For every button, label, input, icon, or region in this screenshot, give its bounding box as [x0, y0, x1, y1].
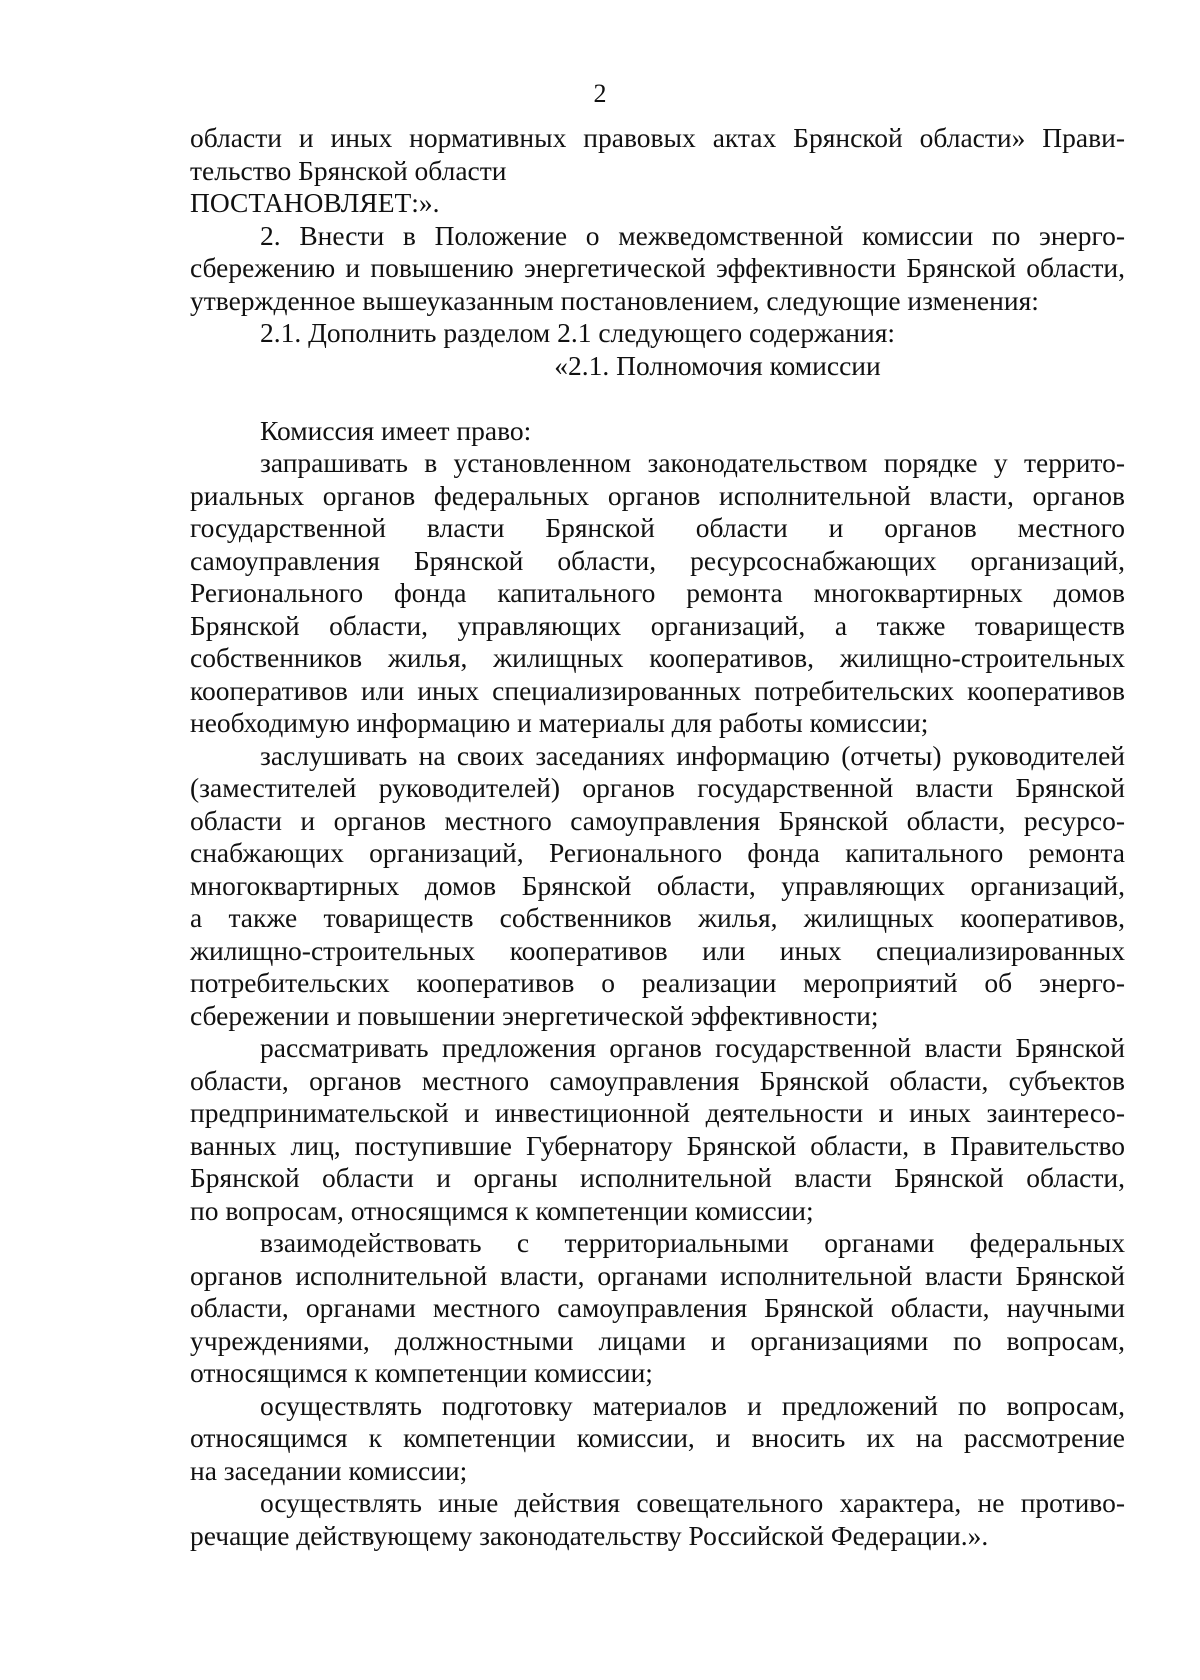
text-line: (заместителей руководителей) органов государственной власти Брянской	[190, 772, 1125, 803]
text-line: Брянской области, управляющих организаций, а также товариществ	[190, 609, 1125, 641]
text-line: области, органами местного самоуправления Брянской области, научными	[190, 1292, 1125, 1323]
text-line: государственной власти Брянской области и органов местного	[190, 512, 1125, 543]
text-line: заслушивать на своих заседаниях информацию (отчеты) руководителей	[260, 739, 1125, 771]
text-line: 2.1. Дополнить разделом 2.1 следующего содержания:	[260, 317, 896, 348]
text-line: «2.1. Полномочия комиссии	[554, 349, 881, 381]
text-line: области, органов местного самоуправления Брянской области, субъектов	[190, 1064, 1125, 1096]
text-line: запрашивать в установленном законодательством порядке у террито-	[260, 447, 1125, 478]
text-line: жилищно-строительных кооперативов или иных специализированных	[190, 934, 1125, 966]
text-line: взаимодействовать с территориальными органами федеральных	[260, 1227, 1125, 1258]
text-line: сбережении и повышении энергетической эффективности;	[190, 999, 879, 1031]
text-line: тельство Брянской области	[190, 154, 507, 186]
text-line: собственников жилья, жилищных кооперативов, жилищно-строительных	[190, 642, 1125, 673]
text-line: области и иных нормативных правовых актах Брянской области» Прави-	[190, 122, 1125, 153]
text-line: рассматривать предложения органов государственной власти Брянской	[260, 1032, 1125, 1063]
text-line: по вопросам, относящимся к компетенции комиссии;	[190, 1194, 814, 1226]
text-line: органов исполнительной власти, органами исполнительной власти Брянской	[190, 1259, 1125, 1291]
text-line: утвержденное вышеуказанным постановлением, следующие изменения:	[190, 284, 1039, 316]
text-line: ванных лиц, поступившие Губернатору Брянской области, в Правительство	[190, 1129, 1125, 1161]
document-body	[190, 122, 1125, 1552]
text-line: необходимую информацию и материалы для работы комиссии;	[190, 707, 929, 738]
text-line: речащие действующему законодательству Российской Федерации.».	[190, 1519, 989, 1551]
text-line: Комиссия имеет право:	[260, 414, 532, 446]
text-line: на заседании комиссии;	[190, 1454, 468, 1486]
text-line: области и органов местного самоуправления Брянской области, ресурсо-	[190, 804, 1125, 836]
page-number: 2	[593, 79, 607, 108]
text-line: Брянской области и органы исполнительной власти Брянской области,	[190, 1162, 1125, 1193]
text-line: кооперативов или иных специализированных потребительских кооперативов	[190, 674, 1125, 706]
text-line: предпринимательской и инвестиционной деятельности и иных заинтересо-	[190, 1097, 1125, 1128]
text-line: относящимся к компетенции комиссии, и вносить их на рассмотрение	[190, 1422, 1125, 1453]
text-line: Регионального фонда капитального ремонта многоквартирных домов	[190, 577, 1125, 608]
text-line: 2. Внести в Положение о межведомственной комиссии по энерго-	[260, 219, 1125, 251]
text-line: снабжающих организаций, Регионального фонда капитального ремонта	[190, 837, 1125, 868]
text-line: осуществлять подготовку материалов и предложений по вопросам,	[260, 1389, 1125, 1421]
text-line: риальных органов федеральных органов исполнительной власти, органов	[190, 479, 1125, 511]
text-line: многоквартирных домов Брянской области, управляющих организаций,	[190, 869, 1125, 901]
text-line: потребительских кооперативов о реализации мероприятий об энерго-	[190, 967, 1125, 998]
text-line: сбережению и повышению энергетической эффективности Брянской области,	[190, 252, 1125, 283]
text-line: учреждениями, должностными лицами и организациями по вопросам,	[190, 1324, 1125, 1356]
text-line: а также товариществ собственников жилья, жилищных кооперативов,	[190, 902, 1125, 933]
text-line: относящимся к компетенции комиссии;	[190, 1357, 653, 1388]
blank-line	[190, 382, 1125, 415]
text-line: осуществлять иные действия совещательного характера, не противо-	[260, 1487, 1125, 1518]
text-line: ПОСТАНОВЛЯЕТ:».	[190, 187, 440, 218]
text-line: самоуправления Брянской области, ресурсоснабжающих организаций,	[190, 544, 1125, 576]
